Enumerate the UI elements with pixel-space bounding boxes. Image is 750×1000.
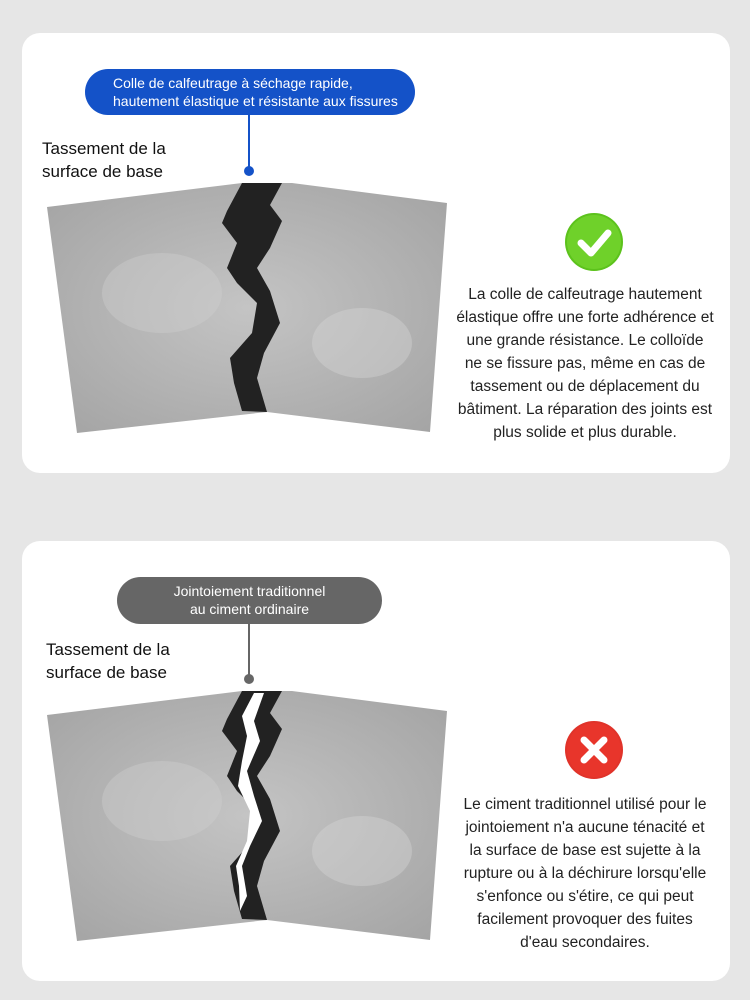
callout-line: hautement élastique et résistante aux fissures [113,93,398,109]
concrete-slab-image [42,173,452,443]
label-line: Tassement de la [42,139,166,158]
desc-line: jointoiement n'a aucune ténacité et [465,819,705,836]
callout-line: au ciment ordinaire [189,601,310,617]
settlement-label [46,638,170,684]
concrete-slab-image [42,681,452,951]
desc-line: plus solide et plus durable. [493,424,677,441]
desc-line: La colle de calfeutrage hautement [468,286,702,303]
label-line: surface de base [46,663,167,682]
check-icon [565,213,623,271]
desc-line: la surface de base est sujette à la [469,842,701,859]
desc-line: élastique offre une forte adhérence et [456,309,714,326]
label-line: surface de base [42,162,163,181]
callout-bubble [117,577,382,624]
cross-icon [565,721,623,779]
desc-line: s'enfonce ou s'étire, ce qui peut [476,888,694,905]
desc-line: bâtiment. La réparation des joints est [457,401,713,418]
desc-line: facilement provoquer des fuites [477,911,693,928]
desc-line: rupture ou à la déchirure lorsqu'elle [463,865,707,882]
description [440,283,730,444]
callout-stem [248,115,250,171]
callout-line: Colle de calfeutrage à séchage rapide, [113,75,353,91]
description [440,793,730,954]
desc-line: d'eau secondaires. [520,934,650,951]
callout-bubble [85,69,415,115]
callout-stem [248,624,250,678]
desc-line: tassement ou de déplacement du [470,378,700,395]
label-line: Tassement de la [46,640,170,659]
desc-line: Le ciment traditionnel utilisé pour le [463,796,707,813]
desc-line: ne se fissure pas, même en cas de [464,355,706,372]
panel-traditional-cement [22,541,730,981]
callout-line: Jointoiement traditionnel [173,583,326,599]
panel-elastic-caulk [22,33,730,473]
desc-line: une grande résistance. Le colloïde [466,332,704,349]
